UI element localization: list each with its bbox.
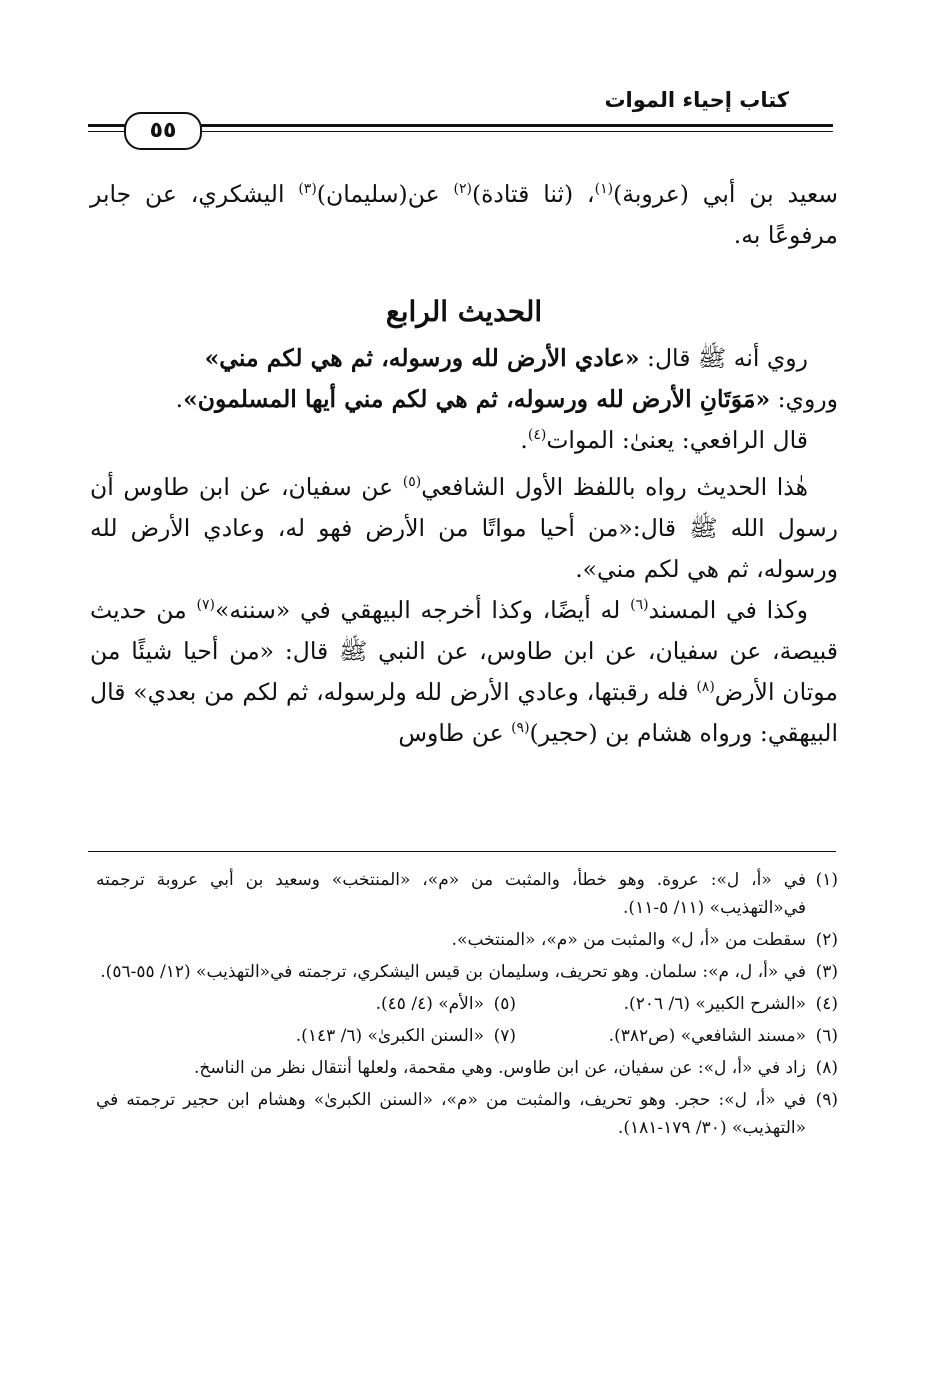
paragraph-4: قال الرافعي: يعنىٰ: الموات$^{(٤)}$. [520,426,808,454]
footnote-4: (٤) «الشرح الكبير» (٦/ ٢٠٦). [623,994,838,1014]
footnote-row [96,1022,838,1050]
footnote-ref: (٩) [511,720,530,737]
footnotes [96,866,838,1146]
footnote-ref: (٦) [630,597,649,614]
section-heading: الحديث الرابع [385,295,543,328]
footnote-7: (٧) «السنن الكبرىٰ» (٦/ ١٤٣). [295,1026,516,1046]
footnote-ref: (٧) [196,597,215,614]
hadith-text: «مَوَتَانِ الأرض لله ورسوله، ثم هي لكم مني أيها المسلمون» [183,385,771,413]
footnote-8: (٨) زاد في «أ، ل»: عن سفيان، عن ابن طاوس. وهي مقحمة، ولعلها أنتقال نظر من الناسخ. [193,1058,838,1078]
footnote-ref: (٤) [527,427,547,444]
footnote-ref: (٣) [298,181,317,198]
footnote-2: (٢) سقطت من «أ، ل» والمثبت من «م»، «المنتخب». [451,930,838,950]
paragraph-2: روي أنه ﷺ قال: «عادي الأرض لله ورسوله، ثم هي لكم مني» [204,344,808,372]
page-number: ٥٥ [124,112,202,150]
footnote-ref: (٨) [696,679,715,696]
running-title: كتاب إحياء الموات [604,88,789,112]
footnote-ref: (٥) [402,474,422,491]
footnote-ref: (٢) [453,181,472,198]
paragraph-1: سعيد بن أبي (عروبة)$^{(١)}$، (ثنا قتادة)$^{(٢)}$ عن(سليمان)$^{(٣)}$ اليشكري، عن جابر مرفوعًا به. [90,180,838,249]
paragraph-3: وروي: «مَوَتَانِ الأرض لله ورسوله، ثم هي لكم مني أيها المسلمون». [175,385,838,413]
footnote-row [96,990,838,1018]
footnote-5: (٥) «الأم» (٤/ ٤٥). [375,994,516,1014]
main-text [90,174,838,754]
footnote-3: (٣) في «أ، ل، م»: سلمان. وهو تحريف، وسليمان بن قيس اليشكري، ترجمته في«التهذيب» (١٢/ ٥٥-٥٦). [100,962,838,982]
paragraph-5: هٰذا الحديث رواه باللفظ الأول الشافعي$^{(٥)}$ عن سفيان، عن ابن طاوس أن رسول الله ﷺ قال:«من أحيا مواتًا من الأرض فهو له، وعادي الأرض لله ورسوله، ثم هي لكم مني». [90,473,838,583]
footnote-1: (١) في «أ، ل»: عروة. وهو خطأ، والمثبت من «م»، «المنتخب» وسعيد بن أبي عروبة ترجمته في«التهذيب» (١١/ ٥-١١). [96,870,838,918]
paragraph-6: وكذا في المسند$^{(٦)}$ له أيضًا، وكذا أخرجه البيهقي في «سننه»$^{(٧)}$ من حديث قبيصة، عن سفيان، عن ابن طاوس، عن النبي ﷺ قال: «من أحيا شيئًا من موتان الأرض$^{(٨)}$ فله رقبتها، وعادي الأرض لله ولرسوله، ثم لكم من بعدي» قال البيهقي: ورواه هشام بن (حجير)$^{(٩)}$ عن طاوس [90,596,838,747]
footnote-ref: (١) [594,181,614,198]
footnote-6: (٦) «مسند الشافعي» (ص٣٨٢). [608,1026,838,1046]
footnote-9: (٩) في «أ، ل»: حجر. وهو تحريف، والمثبت من «م»، «السنن الكبرىٰ» وهشام ابن حجير ترجمته في «التهذيب» (٣٠/ ١٧٩-١٨١). [96,1090,838,1138]
hadith-text: «عادي الأرض لله ورسوله، ثم هي لكم مني» [204,344,640,372]
footnote-separator [88,851,836,852]
